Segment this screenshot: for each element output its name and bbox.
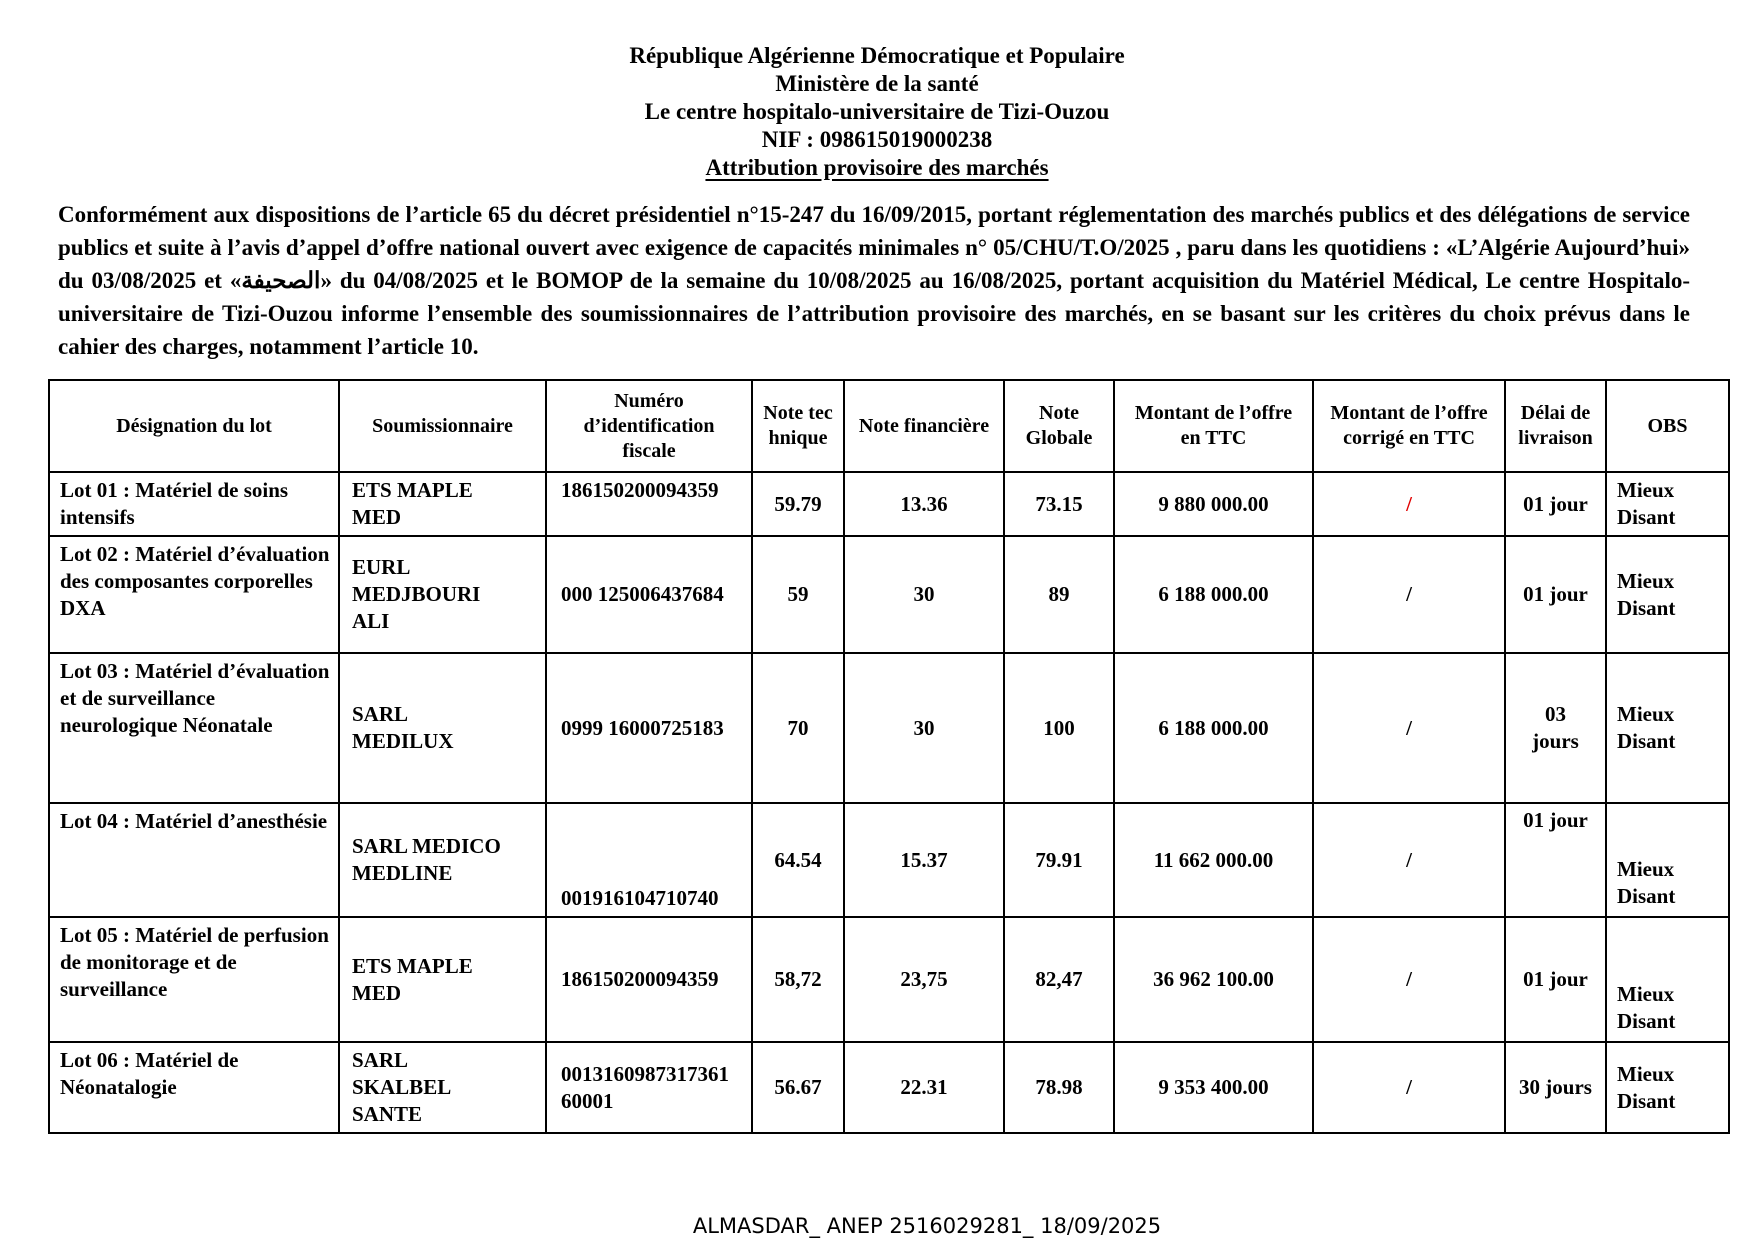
cell-note-globale: 89: [1004, 536, 1114, 653]
nif-line: NIF : 098615019000238: [761, 127, 993, 152]
table-row-lot05: [49, 917, 1729, 1042]
cell-note-financiere: 30: [844, 536, 1004, 653]
cell-delai: 30 jours: [1505, 1042, 1606, 1133]
cell-designation: Lot 04 : Matériel d’anesthésie: [49, 803, 339, 917]
cell-soumissionnaire: SARL MEDILUX: [339, 653, 546, 803]
cell-montant-corrige: /: [1313, 803, 1505, 917]
cell-designation: Lot 02 : Matériel d’évaluation des composantes corporelles DXA: [49, 536, 339, 653]
col-header-obs: OBS: [1606, 380, 1729, 472]
col-header-note-globale: Note Globale: [1004, 380, 1114, 472]
cell-obs: Mieux Disant: [1606, 653, 1729, 803]
cell-nif: 186150200094359: [546, 472, 752, 536]
cell-montant-ttc: 9 353 400.00: [1114, 1042, 1313, 1133]
cell-nif: 000 125006437684: [546, 536, 752, 653]
cell-delai: 01 jour: [1505, 803, 1606, 917]
cell-montant-corrige: /: [1313, 536, 1505, 653]
cell-soumissionnaire: SARL MEDICO MEDLINE: [339, 803, 546, 917]
hospital-line: Le centre hospitalo-universitaire de Tizi-Ouzou: [644, 99, 1110, 124]
cell-note-globale: 100: [1004, 653, 1114, 803]
cell-soumissionnaire: SARL SKALBEL SANTE: [339, 1042, 546, 1133]
table-row-lot01: [49, 472, 1729, 536]
cell-obs: Mieux Disant: [1606, 472, 1729, 536]
cell-delai: 01 jour: [1505, 472, 1606, 536]
cell-obs: Mieux Disant: [1606, 803, 1729, 917]
cell-montant-ttc: 6 188 000.00: [1114, 653, 1313, 803]
cell-nif: 0013160987317361 60001: [546, 1042, 752, 1133]
intro-paragraph: Conformément aux dispositions de l’article 65 du décret présidentiel n°15-247 du 16/09/2015, portant réglementation des marchés publics et des délégations de service publics et suite à l’avis d’appel d’offre national ouvert avec exigence de capacités minimales n° 05/CHU/T.O/2025 , paru dans les quotidiens : «L’Algérie Aujourd’hui» du 03/08/2025 et «الصحيفة» du 04/08/2025 et le BOMOP de la semaine du 10/08/2025 au 16/08/2025, portant acquisition du Matériel Médical, Le centre Hospitalo-universitaire de Tizi-Ouzou informe l’ensemble des soumissionnaires de l’attribution provisoire des marchés, en se basant sur les critères du choix prévus dans le cahier des charges, notamment l’article 10.: [58, 202, 1690, 359]
cell-montant-ttc: 36 962 100.00: [1114, 917, 1313, 1042]
cell-delai: 01 jour: [1505, 917, 1606, 1042]
awards-table: [48, 379, 1730, 1134]
col-header-delai: Délai de livraison: [1505, 380, 1606, 472]
notice-title: Attribution provisoire des marchés: [705, 155, 1049, 180]
anep-reference: ALMASDAR_ ANEP 2516029281_ 18/09/2025: [692, 1214, 1162, 1238]
table-header-row: [49, 380, 1729, 472]
table-row-lot03: [49, 653, 1729, 803]
cell-delai: 01 jour: [1505, 536, 1606, 653]
table-row-lot06: [49, 1042, 1729, 1133]
cell-note-technique: 70: [752, 653, 844, 803]
cell-note-globale: 78.98: [1004, 1042, 1114, 1133]
col-header-note-technique: Note technique: [752, 380, 844, 472]
cell-soumissionnaire: EURL MEDJBOURI ALI: [339, 536, 546, 653]
cell-note-financiere: 15.37: [844, 803, 1004, 917]
cell-delai: 03 jours: [1505, 653, 1606, 803]
cell-note-technique: 59.79: [752, 472, 844, 536]
cell-obs: Mieux Disant: [1606, 917, 1729, 1042]
cell-obs: Mieux Disant: [1606, 536, 1729, 653]
cell-note-globale: 82,47: [1004, 917, 1114, 1042]
cell-designation: Lot 01 : Matériel de soins intensifs: [49, 472, 339, 536]
cell-note-technique: 58,72: [752, 917, 844, 1042]
col-header-note-financiere: Note financière: [844, 380, 1004, 472]
cell-nif: 0999 16000725183: [546, 653, 752, 803]
table-row-lot04: [49, 803, 1729, 917]
cell-note-financiere: 30: [844, 653, 1004, 803]
cell-note-financiere: 23,75: [844, 917, 1004, 1042]
cell-note-globale: 73.15: [1004, 472, 1114, 536]
ministry-line: Ministère de la santé: [775, 71, 979, 96]
cell-montant-corrige: /: [1313, 653, 1505, 803]
cell-note-financiere: 13.36: [844, 472, 1004, 536]
cell-designation: Lot 05 : Matériel de perfusion de monitorage et de surveillance: [49, 917, 339, 1042]
cell-montant-corrige: /: [1313, 1042, 1505, 1133]
cell-montant-ttc: 9 880 000.00: [1114, 472, 1313, 536]
republic-line: République Algérienne Démocratique et Populaire: [629, 43, 1125, 68]
cell-nif: 186150200094359: [546, 917, 752, 1042]
cell-soumissionnaire: ETS MAPLE MED: [339, 472, 546, 536]
cell-nif: 001916104710740: [546, 803, 752, 917]
cell-soumissionnaire: ETS MAPLE MED: [339, 917, 546, 1042]
col-header-soumissionnaire: Soumissionnaire: [339, 380, 546, 472]
col-header-nif: Numéro d’identification fiscale: [546, 380, 752, 472]
cell-designation: Lot 06 : Matériel de Néonatalogie: [49, 1042, 339, 1133]
cell-montant-corrige: /: [1313, 917, 1505, 1042]
cell-note-globale: 79.91: [1004, 803, 1114, 917]
cell-note-technique: 64.54: [752, 803, 844, 917]
cell-obs: Mieux Disant: [1606, 1042, 1729, 1133]
cell-note-technique: 56.67: [752, 1042, 844, 1133]
cell-montant-corrige: /: [1313, 472, 1505, 536]
document-header: [0, 42, 1754, 182]
cell-montant-ttc: 6 188 000.00: [1114, 536, 1313, 653]
cell-note-financiere: 22.31: [844, 1042, 1004, 1133]
col-header-designation: Désignation du lot: [49, 380, 339, 472]
table-row-lot02: [49, 536, 1729, 653]
cell-montant-ttc: 11 662 000.00: [1114, 803, 1313, 917]
cell-designation: Lot 03 : Matériel d’évaluation et de surveillance neurologique Néonatale: [49, 653, 339, 803]
col-header-montant-corrige: Montant de l’offre corrigé en TTC: [1313, 380, 1505, 472]
col-header-montant-ttc: Montant de l’offre en TTC: [1114, 380, 1313, 472]
cell-note-technique: 59: [752, 536, 844, 653]
